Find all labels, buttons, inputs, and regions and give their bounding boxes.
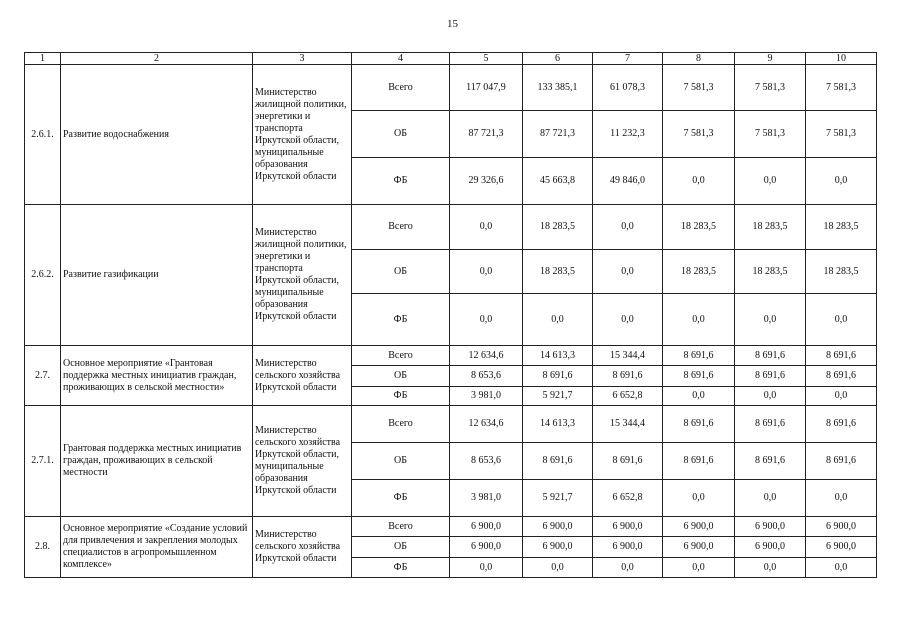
item-responsible: Министерство жилищной политики, энергетики и транспорта Иркутской области, муниципальные образования Иркутской области (253, 65, 352, 205)
value-cell: 8 691,6 (663, 443, 735, 480)
table-row (25, 65, 877, 111)
value-cell: 6 900,0 (450, 517, 523, 537)
header-cell: 9 (735, 53, 806, 65)
value-cell: 6 900,0 (523, 537, 593, 558)
item-name: Грантовая поддержка местных инициатив граждан, проживающих в сельской местности (61, 406, 253, 517)
funding-source: ФБ (352, 480, 450, 517)
value-cell: 12 634,6 (450, 406, 523, 443)
value-cell: 0,0 (593, 294, 663, 346)
value-cell: 8 691,6 (806, 346, 877, 366)
funding-source: ОБ (352, 537, 450, 558)
value-cell: 0,0 (593, 558, 663, 578)
table-row (25, 517, 877, 537)
value-cell: 6 900,0 (806, 517, 877, 537)
value-cell: 0,0 (806, 558, 877, 578)
value-cell: 6 900,0 (663, 517, 735, 537)
header-cell: 6 (523, 53, 593, 65)
value-cell: 8 691,6 (593, 443, 663, 480)
header-cell: 2 (61, 53, 253, 65)
item-name: Развитие газификации (61, 205, 253, 346)
funding-source: ФБ (352, 387, 450, 406)
value-cell: 87 721,3 (450, 111, 523, 158)
value-cell: 0,0 (663, 387, 735, 406)
item-name: Развитие водоснабжения (61, 65, 253, 205)
value-cell: 0,0 (735, 387, 806, 406)
table-row (25, 346, 877, 366)
item-code: 2.7. (25, 346, 61, 406)
value-cell: 6 900,0 (735, 517, 806, 537)
value-cell: 6 900,0 (523, 517, 593, 537)
value-cell: 18 283,5 (523, 205, 593, 250)
value-cell: 61 078,3 (593, 65, 663, 111)
value-cell: 6 652,8 (593, 480, 663, 517)
value-cell: 0,0 (450, 250, 523, 294)
item-responsible: Министерство сельского хозяйства Иркутской области (253, 346, 352, 406)
value-cell: 8 691,6 (523, 366, 593, 387)
header-cell: 8 (663, 53, 735, 65)
value-cell: 0,0 (663, 558, 735, 578)
value-cell: 8 691,6 (593, 366, 663, 387)
value-cell: 0,0 (806, 480, 877, 517)
value-cell: 14 613,3 (523, 406, 593, 443)
item-code: 2.7.1. (25, 406, 61, 517)
table-row (25, 205, 877, 250)
value-cell: 15 344,4 (593, 406, 663, 443)
value-cell: 0,0 (806, 387, 877, 406)
item-responsible: Министерство сельского хозяйства Иркутской области, муниципальные образования Иркутской области (253, 406, 352, 517)
value-cell: 3 981,0 (450, 387, 523, 406)
value-cell: 8 691,6 (806, 443, 877, 480)
value-cell: 7 581,3 (806, 65, 877, 111)
item-code: 2.8. (25, 517, 61, 578)
value-cell: 29 326,6 (450, 158, 523, 205)
value-cell: 0,0 (593, 250, 663, 294)
value-cell: 7 581,3 (735, 111, 806, 158)
funding-source: ОБ (352, 250, 450, 294)
value-cell: 0,0 (735, 480, 806, 517)
value-cell: 18 283,5 (663, 205, 735, 250)
value-cell: 8 691,6 (663, 406, 735, 443)
value-cell: 49 846,0 (593, 158, 663, 205)
value-cell: 8 691,6 (735, 406, 806, 443)
value-cell: 0,0 (735, 294, 806, 346)
funding-source: Всего (352, 205, 450, 250)
value-cell: 0,0 (735, 158, 806, 205)
value-cell: 0,0 (806, 158, 877, 205)
value-cell: 6 900,0 (593, 517, 663, 537)
value-cell: 7 581,3 (806, 111, 877, 158)
item-responsible: Министерство сельского хозяйства Иркутской области (253, 517, 352, 578)
value-cell: 8 691,6 (663, 346, 735, 366)
value-cell: 18 283,5 (806, 250, 877, 294)
item-responsible: Министерство жилищной политики, энергетики и транспорта Иркутской области, муниципальные образования Иркутской области (253, 205, 352, 346)
funding-source: Всего (352, 406, 450, 443)
value-cell: 6 652,8 (593, 387, 663, 406)
value-cell: 8 691,6 (663, 366, 735, 387)
value-cell: 15 344,4 (593, 346, 663, 366)
value-cell: 0,0 (735, 558, 806, 578)
item-name: Основное мероприятие «Создание условий для привлечения и закрепления молодых специалистов в агропромышленном комплексе» (61, 517, 253, 578)
value-cell: 18 283,5 (663, 250, 735, 294)
funding-source: ФБ (352, 158, 450, 205)
header-cell: 5 (450, 53, 523, 65)
value-cell: 8 691,6 (806, 406, 877, 443)
value-cell: 133 385,1 (523, 65, 593, 111)
value-cell: 5 921,7 (523, 480, 593, 517)
value-cell: 18 283,5 (735, 205, 806, 250)
value-cell: 7 581,3 (663, 65, 735, 111)
value-cell: 3 981,0 (450, 480, 523, 517)
program-table (24, 52, 877, 578)
value-cell: 87 721,3 (523, 111, 593, 158)
value-cell: 0,0 (450, 205, 523, 250)
value-cell: 0,0 (593, 205, 663, 250)
page-number: 15 (447, 18, 458, 30)
value-cell: 7 581,3 (735, 65, 806, 111)
table-row (25, 406, 877, 443)
value-cell: 5 921,7 (523, 387, 593, 406)
header-cell: 3 (253, 53, 352, 65)
header-cell: 4 (352, 53, 450, 65)
value-cell: 6 900,0 (663, 537, 735, 558)
value-cell: 18 283,5 (806, 205, 877, 250)
value-cell: 8 691,6 (735, 366, 806, 387)
value-cell: 8 691,6 (523, 443, 593, 480)
value-cell: 6 900,0 (735, 537, 806, 558)
value-cell: 0,0 (806, 294, 877, 346)
value-cell: 45 663,8 (523, 158, 593, 205)
item-code: 2.6.2. (25, 205, 61, 346)
value-cell: 12 634,6 (450, 346, 523, 366)
funding-source: ФБ (352, 294, 450, 346)
header-cell: 1 (25, 53, 61, 65)
value-cell: 0,0 (450, 294, 523, 346)
value-cell: 18 283,5 (735, 250, 806, 294)
header-cell: 10 (806, 53, 877, 65)
value-cell: 8 653,6 (450, 366, 523, 387)
value-cell: 117 047,9 (450, 65, 523, 111)
value-cell: 6 900,0 (450, 537, 523, 558)
funding-source: Всего (352, 346, 450, 366)
funding-source: ОБ (352, 111, 450, 158)
value-cell: 8 691,6 (806, 366, 877, 387)
header-cell: 7 (593, 53, 663, 65)
value-cell: 14 613,3 (523, 346, 593, 366)
item-code: 2.6.1. (25, 65, 61, 205)
item-name: Основное мероприятие «Грантовая поддержка местных инициатив граждан, проживающих в сельской местности» (61, 346, 253, 406)
value-cell: 11 232,3 (593, 111, 663, 158)
funding-source: ОБ (352, 443, 450, 480)
value-cell: 0,0 (523, 294, 593, 346)
funding-source: Всего (352, 65, 450, 111)
value-cell: 0,0 (523, 558, 593, 578)
value-cell: 8 691,6 (735, 346, 806, 366)
header-row (25, 53, 877, 65)
value-cell: 18 283,5 (523, 250, 593, 294)
value-cell: 7 581,3 (663, 111, 735, 158)
value-cell: 6 900,0 (806, 537, 877, 558)
value-cell: 6 900,0 (593, 537, 663, 558)
funding-source: ФБ (352, 558, 450, 578)
value-cell: 8 691,6 (735, 443, 806, 480)
value-cell: 8 653,6 (450, 443, 523, 480)
value-cell: 0,0 (663, 158, 735, 205)
value-cell: 0,0 (663, 480, 735, 517)
funding-source: Всего (352, 517, 450, 537)
funding-source: ОБ (352, 366, 450, 387)
value-cell: 0,0 (450, 558, 523, 578)
value-cell: 0,0 (663, 294, 735, 346)
